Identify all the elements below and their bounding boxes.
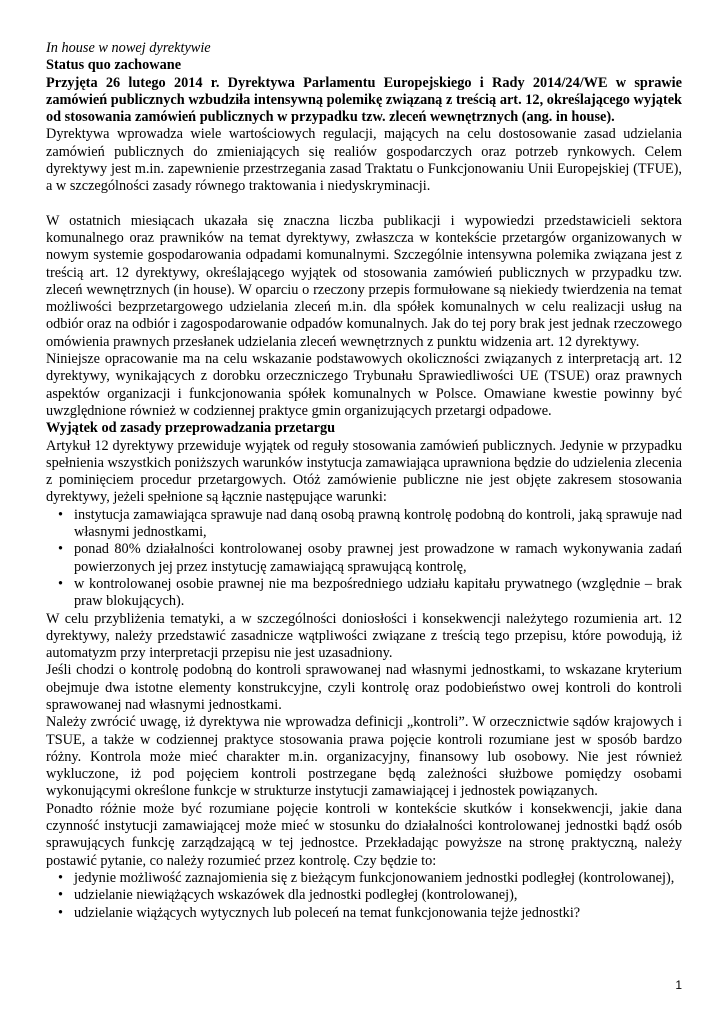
bullet-icon: •: [58, 887, 64, 904]
bullet-icon: •: [58, 541, 64, 558]
paragraph-purpose: Niniejsze opracowanie ma na celu wskazanie podstawowych okoliczności związanych z interpretacją art. 12 dyrektywy, wynikających z dorobku orzeczniczego Trybunału Sprawiedliwości UE (TSUE) oraz prawnych aspektów organizacji i funkcjonowania spółek komunalnych w Polsce. Omawiane kwestie powinny być uwzględnione również w codziennej praktyce gmin organizujących przetargi odpadowe.: [46, 351, 682, 419]
list-item: [58, 887, 682, 904]
bullet-icon: •: [58, 575, 64, 592]
paragraph-context: W ostatnich miesiącach ukazała się znaczna liczba publikacji i wypowiedzi przedstawicieli sektora komunalnego oraz prawników na temat dyrektywy, zwłaszcza w kontekście przetargów organizowanych w nowym systemie gospodarowania odpadami komunalnymi. Szczególnie intensywna polemika związana jest z treścią art. 12 dyrektywy, określającego wyjątek od stosowania zamówień publicznych w przypadku tzw. zleceń wewnętrznych (in house). W oparciu o rzeczony przepis formułowane są niekiedy twierdzenia na temat możliwości bezprzetargowego udzielania zleceń m.in. dla spółek komunalnych w celu realizacji usług na odbiór oraz na odbiór i zagospodarowanie odpadów komunalnych. Jak do tej pory brak jest jednak rzeczowego omówienia prawnych przesłanek udzielania zleceń wewnętrznych z punktu widzenia art. 12 dyrektywy.: [46, 212, 683, 350]
article-title: Status quo zachowane: [46, 57, 182, 74]
list-item: [58, 575, 682, 611]
list-item-text: udzielanie niewiążących wskazówek dla jednostki podległej (kontrolowanej),: [74, 887, 518, 904]
paragraph-doubts: W celu przybliżenia tematyki, a w szczególności doniosłości i konsekwencji należytego rozumienia art. 12 dyrektywy, należy przedstawić zasadnicze wątpliwości związane z treścią tego przepisu, które powodują, iż automatyzm przy interpretacji przepisu nie jest uzasadniony.: [46, 610, 682, 662]
bullet-icon: •: [58, 869, 64, 886]
list-item: [58, 506, 682, 542]
list-item-text: w kontrolowanej osobie prawnej nie ma bezpośredniego udziału kapitału prywatnego (względnie – brak praw blokujących).: [74, 575, 682, 610]
list-item: [58, 904, 682, 922]
paragraph-gap: [46, 196, 682, 213]
paragraph-article-12: Artykuł 12 dyrektywy przewiduje wyjątek od reguły stosowania zamówień publicznych. Jedynie w przypadku spełnienia wszystkich poniższych warunków instytucja zamawiająca uprawniona będzie do udzielenia zlecenia z pominięciem procedur przetargowych. Otóż zamówienie publiczne nie jest objęte zakresem stosowania dyrektywy, jeżeli spełnione są łącznie następujące warunki:: [46, 437, 682, 506]
bullet-icon: •: [58, 904, 64, 921]
paragraph-control-question: Ponadto różnie może być rozumiane pojęcie kontroli w kontekście skutków i konsekwencji, jakie dana czynność instytucji zamawiającej może mieć w stosunku do działalności kontrolowanej jednostki bądź osób sprawujących funkcję zarządzającą w tej jednostce. Przekładając powyższe na stronę praktyczną, należy postawić pytanie, co należy rozumieć przez kontrolę. Czy będzie to:: [46, 800, 682, 869]
document-page: [46, 40, 682, 922]
article-lead: Przyjęta 26 lutego 2014 r. Dyrektywa Parlamentu Europejskiego i Rady 2014/24/WE w sprawie zamówień publicznych wzbudziła intensywną polemikę związaną z treścią art. 12, określającego wyjątek od stosowania zamówień publicznych w przypadku tzw. zleceń wewnętrznych (ang. in house).: [46, 74, 682, 126]
list-item: [58, 541, 682, 576]
section-heading: Wyjątek od zasady przeprowadzania przetargu: [46, 420, 336, 437]
list-item-text: jedynie możliwość zaznajomienia się z bieżącym funkcjonowaniem jednostki podległej (kontrolowanej),: [74, 869, 675, 886]
list-item-text: instytucja zamawiająca sprawuje nad daną osobą prawną kontrolę podobną do kontroli, jaką sprawuje nad własnymi jednostkami,: [74, 506, 682, 541]
paragraph-intro: Dyrektywa wprowadza wiele wartościowych regulacji, mających na celu dostosowanie zasad udzielania zamówień publicznych do zmieniających się realiów gospodarczych oraz potrzeb rynkowych. Celem dyrektywy jest m.in. zapewnienie przestrzegania zasad Traktatu o Funkcjonowaniu Unii Europejskiej (TFUE), a w szczególności zasady równego traktowania i niedyskryminacji.: [46, 126, 682, 195]
bullet-icon: •: [58, 506, 64, 523]
conditions-list: [46, 507, 682, 611]
paragraph-control-definition: Należy zwrócić uwagę, iż dyrektywa nie wprowadza definicji „kontroli”. W orzecznictwie sądów krajowych i TSUE, a także w codziennej praktyce stosowania prawa pojęcie kontroli rozumiane jest w sposób bardzo różny. Kontrola może mieć charakter m.in. organizacyjny, finansowy lub osobowy. Nie jest również wykluczone, iż pod pojęciem kontroli postrzegane będą zależności służbowe pomiędzy osobami wykonującymi określone funkcje w strukturze instytucji zamawiającej i jednostek powiązanych.: [46, 714, 682, 800]
page-number: 1: [675, 978, 682, 992]
article-kicker: In house w nowej dyrektywie: [46, 40, 211, 56]
questions-list: [46, 870, 682, 922]
list-item: [58, 869, 682, 887]
list-item-text: udzielanie wiążących wytycznych lub poleceń na temat funkcjonowania tejże jednostki?: [74, 904, 581, 921]
paragraph-control-elements: Jeśli chodzi o kontrolę podobną do kontroli sprawowanej nad własnymi jednostkami, to wskazane kryterium obejmuje dwa istotne elementy konstrukcyjne, czyli kontrolę oraz podobieństwo owej kontroli do kontroli sprawowanej nad własnymi jednostkami.: [46, 662, 682, 713]
list-item-text: ponad 80% działalności kontrolowanej osoby prawnej jest prowadzone w ramach wykonywania zadań powierzonych jej przez instytucję zamawiającą sprawującą kontrolę,: [74, 541, 682, 575]
